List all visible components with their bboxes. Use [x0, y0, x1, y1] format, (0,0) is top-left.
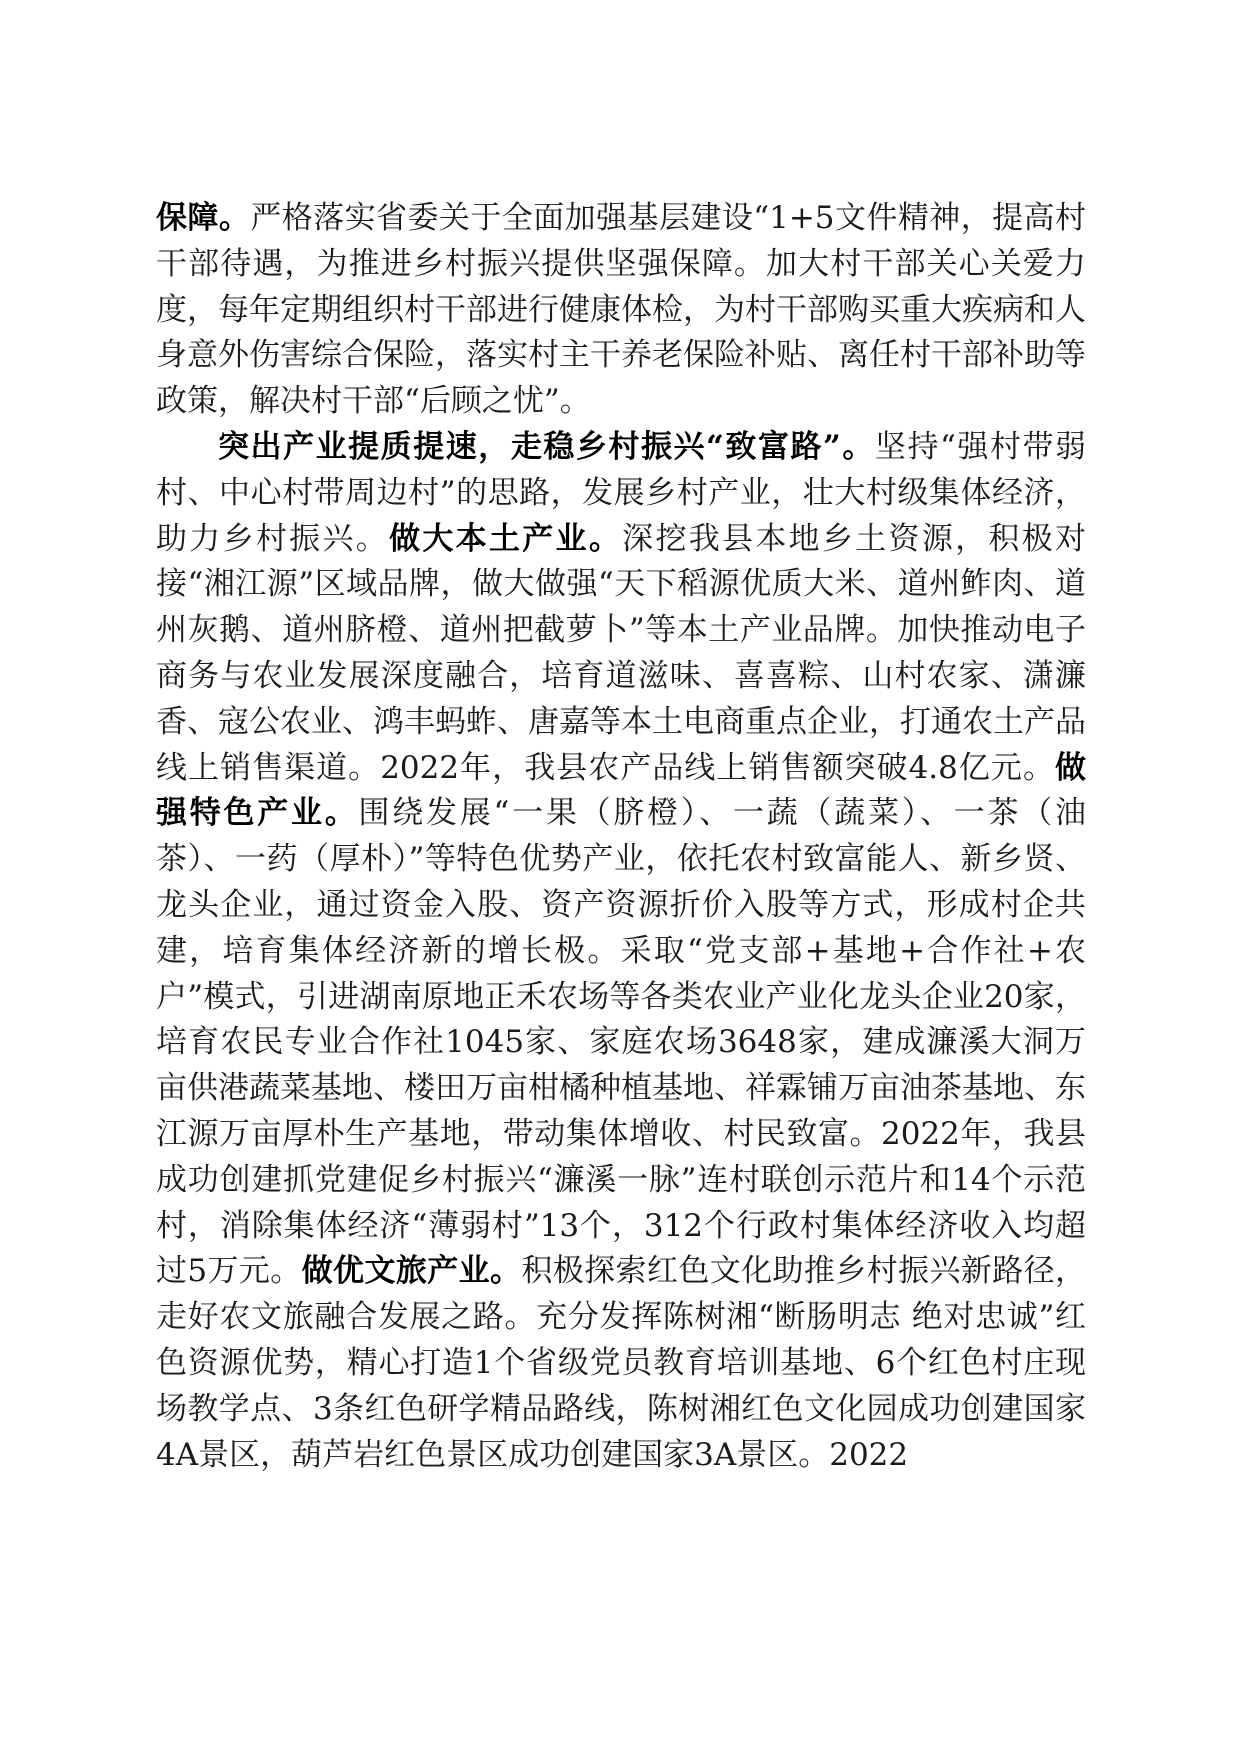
heading-special-industry: 做强特色产业。: [156, 749, 1086, 832]
heading-local-industry: 做大本土产业。: [389, 520, 623, 557]
paragraph-cadre-security: [156, 196, 1086, 425]
text-industry-intro: 坚持“强村带弱村、中心村带周边村”的思路，发展乡村产业，壮大村级集体经济，助力乡村振兴。: [156, 428, 1086, 557]
heading-industry: 突出产业提质提速，走稳乡村振兴“致富路”。: [218, 428, 875, 465]
heading-security: 保障。: [156, 200, 251, 236]
text-special-industry: 围绕发展“一果（脐橙）、一蔬（蔬菜）、一茶（油茶）、一药（厚朴）”等特色优势产业，依托农村致富能人、新乡贤、龙头企业，通过资金入股、资产资源折价入股等方式，形成村企共建，培育集体经济新的增长极。采取“党支部+基地+合作社+农户”模式，引进湖南原地正禾农场等各类农业产业化龙头企业20家，培育农民专业合作社1045家、家庭农场3648家，建成濂溪大洞万亩供港蔬菜基地、楼田万亩柑橘种植基地、祥霖铺万亩油茶基地、东江源万亩厚朴生产基地，带动集体增收、村民致富。2022年，我县成功创建抓党建促乡村振兴“濂溪一脉”连村联创示范片和14个示范村，消除集体经济“薄弱村”13个，312个行政村集体经济收入均超过5万元。: [156, 795, 1086, 1290]
text-security-body: 严格落实省委关于全面加强基层建设“1+5文件精神，提高村干部待遇，为推进乡村振兴提供坚强保障。加大村干部关心关爱力度，每年定期组织村干部进行健康体检，为村干部购买重大疾病和人身意外伤害综合保险，落实村主干养老保险补贴、离任村干部补助等政策，解决村干部“后顾之忧”。: [156, 200, 1086, 420]
paragraph-industry: [156, 425, 1086, 1478]
text-local-industry: 深挖我县本地乡土资源，积极对接“湘江源”区域品牌，做大做强“天下稻源优质大米、道州鲊肉、道州灰鹅、道州脐橙、道州把截萝卜”等本土产业品牌。加快推动电子商务与农业发展深度融合，培育道滋味、喜喜粽、山村农家、潇濂香、寇公农业、鸿丰蚂蚱、唐嘉等本土电商重点企业，打通农土产品线上销售渠道。2022年，我县农产品线上销售额突破4.8亿元。: [156, 520, 1087, 786]
heading-culture-tourism: 做优文旅产业。: [301, 1253, 522, 1290]
body-text: [156, 196, 1086, 1478]
text-culture-tourism: 积极探索红色文化助推乡村振兴新路径，走好农文旅融合发展之路。充分发挥陈树湘“断肠明志 绝对忠诚”红色资源优势，精心打造1个省级党员教育培训基地、6个红色村庄现场教学点、3条红色研学精品路线，陈树湘红色文化园成功创建国家4A景区，葫芦岩红色景区成功创建国家3A景区。2022: [156, 1253, 1086, 1473]
